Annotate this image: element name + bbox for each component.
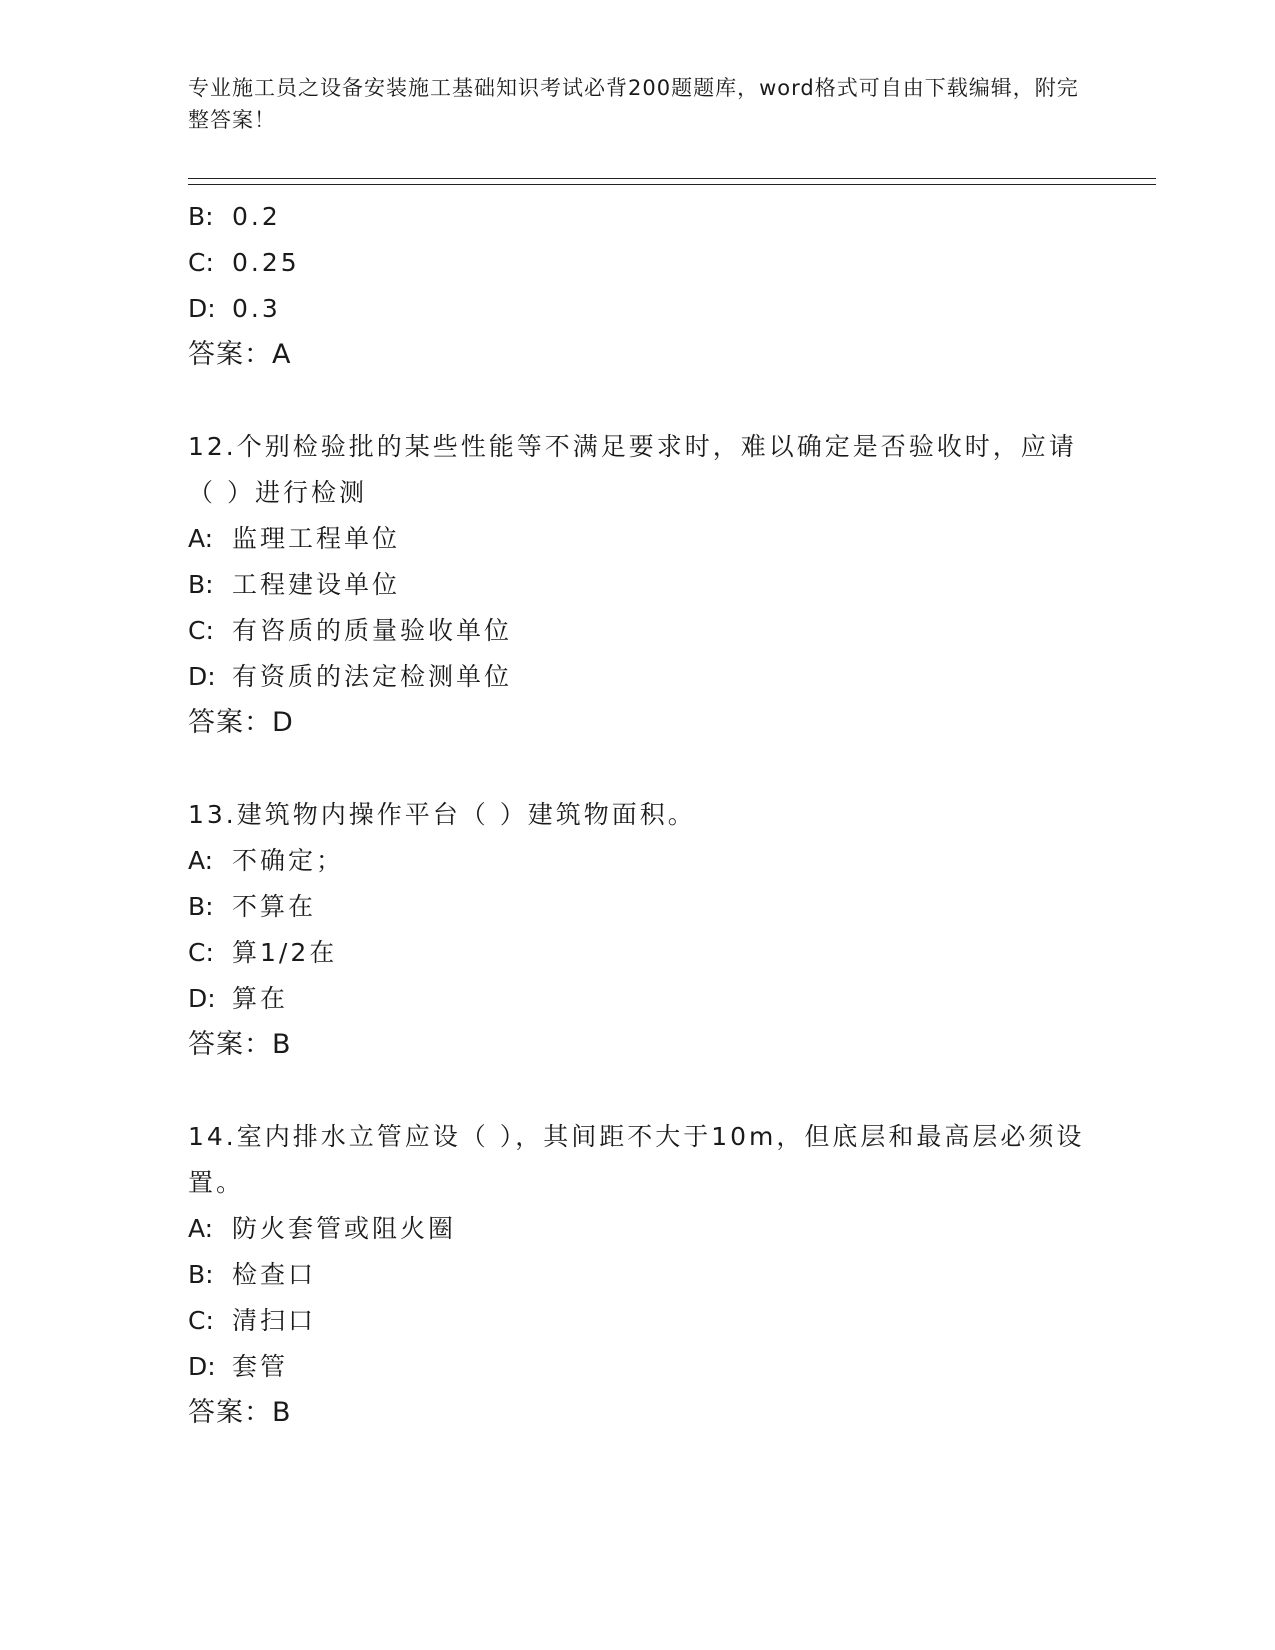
- option-text: 不算在: [232, 892, 317, 921]
- option-label: C:: [188, 616, 214, 645]
- question-list: [188, 194, 1088, 1436]
- option-text: 工程建设单位: [232, 570, 401, 599]
- option-label: D:: [188, 662, 216, 691]
- prev-question-block: [188, 194, 1088, 378]
- header-divider-bottom: [188, 184, 1156, 185]
- option-text: 0.3: [232, 294, 281, 323]
- option-text: 有资质的法定检测单位: [232, 662, 513, 691]
- option-row: [188, 654, 1088, 700]
- question-text: 13.建筑物内操作平台（ ）建筑物面积。: [188, 800, 696, 829]
- option-row: [188, 1252, 1088, 1298]
- option-label: B:: [188, 570, 214, 599]
- option-label: A:: [188, 524, 214, 553]
- option-row: [188, 608, 1088, 654]
- option-row: [188, 516, 1088, 562]
- option-row: [188, 194, 1088, 240]
- option-row: [188, 286, 1088, 332]
- answer-line: 答案：A: [188, 339, 292, 370]
- option-label: B:: [188, 892, 214, 921]
- option-row: [188, 240, 1088, 286]
- option-label: C:: [188, 248, 214, 277]
- question-block-14: [188, 1114, 1088, 1436]
- option-text: 检查口: [232, 1260, 317, 1289]
- option-row: [188, 884, 1088, 930]
- option-row: [188, 930, 1088, 976]
- answer-line: 答案：D: [188, 707, 294, 738]
- option-label: A:: [188, 1214, 214, 1243]
- header-title: 专业施工员之设备安装施工基础知识考试必背200题题库，word格式可自由下载编辑，附完整答案！: [188, 76, 1079, 132]
- option-label: C:: [188, 938, 214, 967]
- option-text: 算1/2在: [232, 938, 338, 967]
- option-label: D:: [188, 1352, 216, 1381]
- option-text: 0.2: [232, 202, 281, 231]
- option-text: 防火套管或阻火圈: [232, 1214, 457, 1243]
- question-text: 14.室内排水立管应设（ ），其间距不大于10m，但底层和最高层必须设置。: [188, 1122, 1085, 1197]
- option-label: B:: [188, 1260, 214, 1289]
- option-text: 不确定；: [232, 846, 345, 875]
- option-row: [188, 976, 1088, 1022]
- question-block-13: [188, 792, 1088, 1068]
- answer-line: 答案：B: [188, 1029, 292, 1060]
- header-divider-top: [188, 178, 1156, 179]
- option-text: 套管: [232, 1352, 289, 1381]
- option-row: [188, 1206, 1088, 1252]
- option-row: [188, 838, 1088, 884]
- option-label: B:: [188, 202, 214, 231]
- option-text: 有咨质的质量验收单位: [232, 616, 513, 645]
- option-text: 0.25: [232, 248, 300, 277]
- document-header: [188, 72, 1088, 136]
- option-text: 监理工程单位: [232, 524, 401, 553]
- answer-line: 答案：B: [188, 1397, 292, 1428]
- option-label: C:: [188, 1306, 214, 1335]
- option-text: 清扫口: [232, 1306, 317, 1335]
- question-text: 12.个别检验批的某些性能等不满足要求时，难以确定是否验收时，应请（ ）进行检测: [188, 432, 1077, 507]
- option-label: A:: [188, 846, 214, 875]
- option-row: [188, 562, 1088, 608]
- option-label: D:: [188, 294, 216, 323]
- option-text: 算在: [232, 984, 289, 1013]
- option-row: [188, 1298, 1088, 1344]
- option-label: D:: [188, 984, 216, 1013]
- question-block-12: [188, 424, 1088, 746]
- option-row: [188, 1344, 1088, 1390]
